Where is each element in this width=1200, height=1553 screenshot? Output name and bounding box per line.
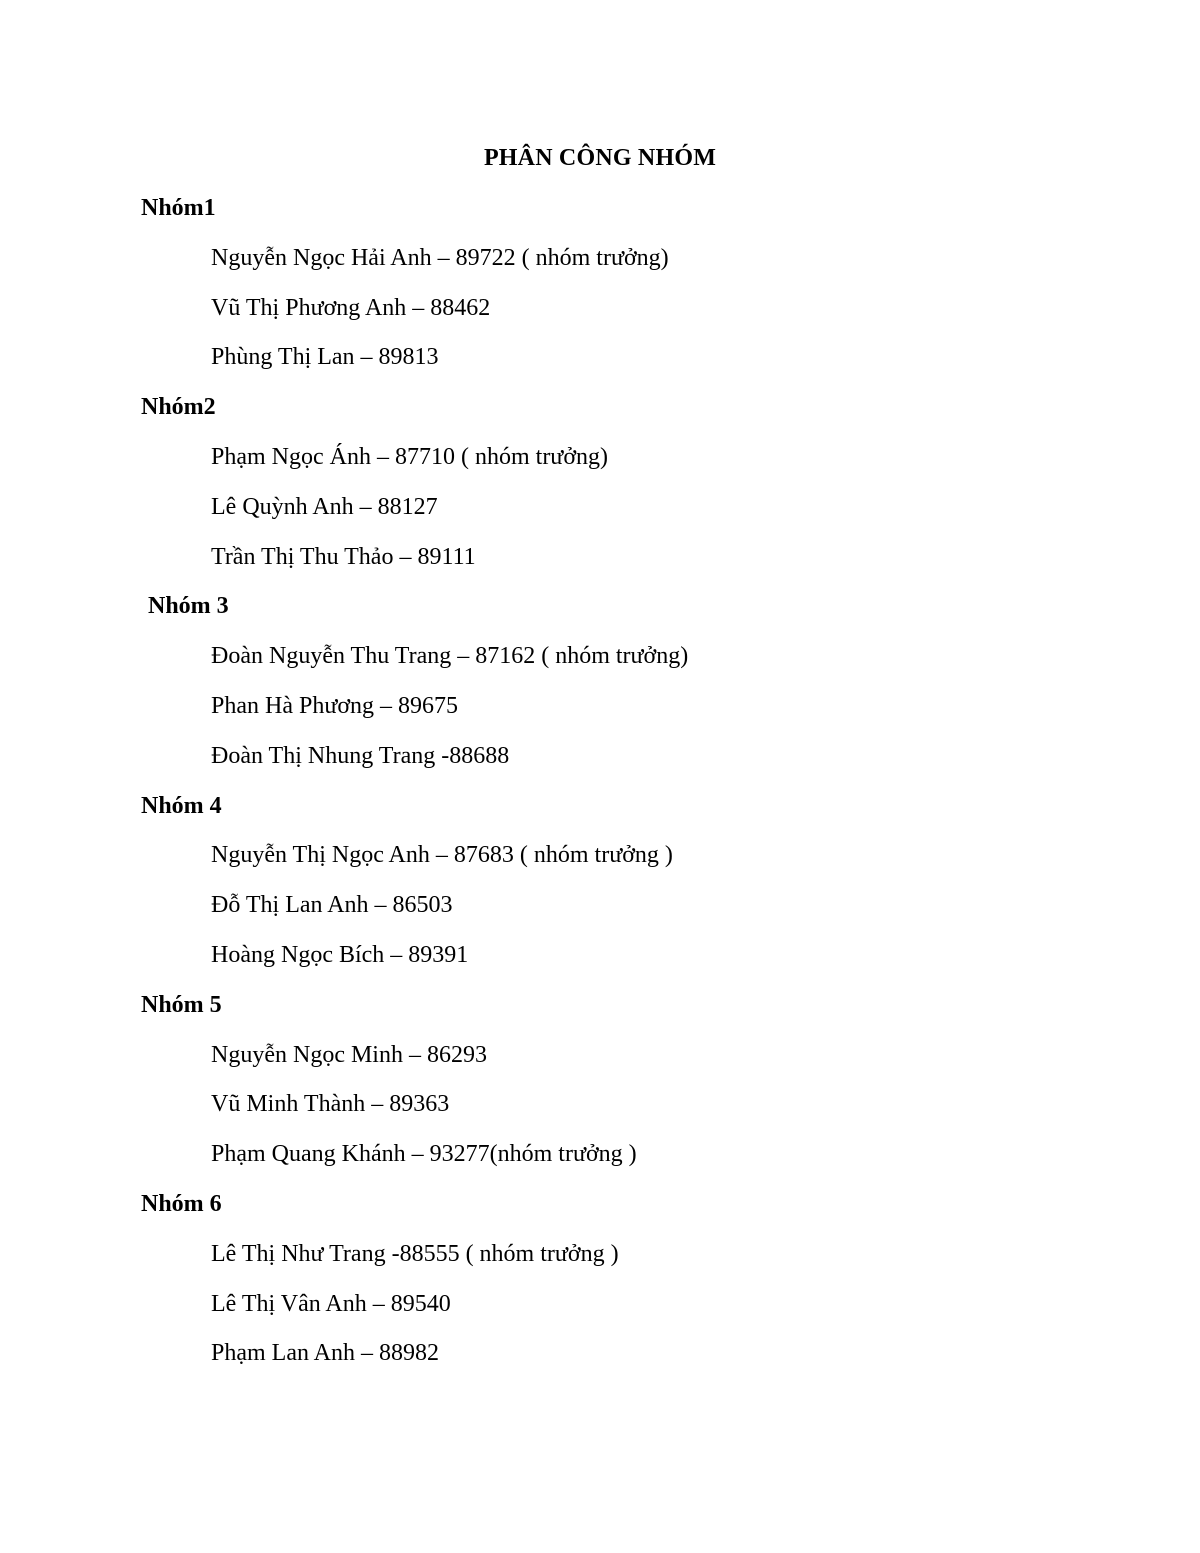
group-member: Lê Thị Như Trang -88555 ( nhóm trưởng ) <box>211 1240 619 1267</box>
group-member: Nguyễn Ngọc Hải Anh – 89722 ( nhóm trưởng) <box>211 244 669 271</box>
group-member: Nguyễn Thị Ngọc Anh – 87683 ( nhóm trưởng ) <box>211 842 673 869</box>
group-member: Phùng Thị Lan – 89813 <box>211 344 439 371</box>
page-title: PHÂN CÔNG NHÓM <box>483 145 717 171</box>
group-heading: Nhóm1 <box>141 195 216 221</box>
group-4 <box>0 788 1200 987</box>
group-6 <box>0 1186 1200 1385</box>
group-heading: Nhóm 5 <box>141 991 222 1018</box>
group-member: Trần Thị Thu Thảo – 89111 <box>211 543 476 570</box>
group-member: Vũ Thị Phương Anh – 88462 <box>211 294 491 321</box>
group-heading: Nhóm2 <box>141 394 216 421</box>
group-list <box>0 190 1200 1385</box>
group-member: Phan Hà Phương – 89675 <box>211 692 459 719</box>
group-member: Vũ Minh Thành – 89363 <box>211 1091 450 1118</box>
group-member: Đỗ Thị Lan Anh – 86503 <box>211 892 453 919</box>
group-2 <box>0 389 1200 588</box>
group-1 <box>0 190 1200 389</box>
group-member: Đoàn Thị Nhung Trang -88688 <box>211 742 510 769</box>
group-heading: Nhóm 3 <box>148 593 229 620</box>
group-member: Lê Thị Vân Anh – 89540 <box>211 1290 451 1317</box>
group-member: Phạm Ngọc Ánh – 87710 ( nhóm trưởng) <box>211 443 608 470</box>
group-member: Hoàng Ngọc Bích – 89391 <box>211 941 469 968</box>
group-heading: Nhóm 4 <box>141 792 222 819</box>
group-member: Phạm Quang Khánh – 93277(nhóm trưởng ) <box>211 1141 637 1168</box>
group-member: Đoàn Nguyễn Thu Trang – 87162 ( nhóm trưởng) <box>211 643 689 670</box>
group-5 <box>0 987 1200 1186</box>
group-member: Nguyễn Ngọc Minh – 86293 <box>211 1041 487 1068</box>
group-3 <box>0 588 1200 787</box>
group-heading: Nhóm 6 <box>141 1190 222 1217</box>
group-member: Lê Quỳnh Anh – 88127 <box>211 493 438 520</box>
group-member: Phạm Lan Anh – 88982 <box>211 1340 439 1367</box>
